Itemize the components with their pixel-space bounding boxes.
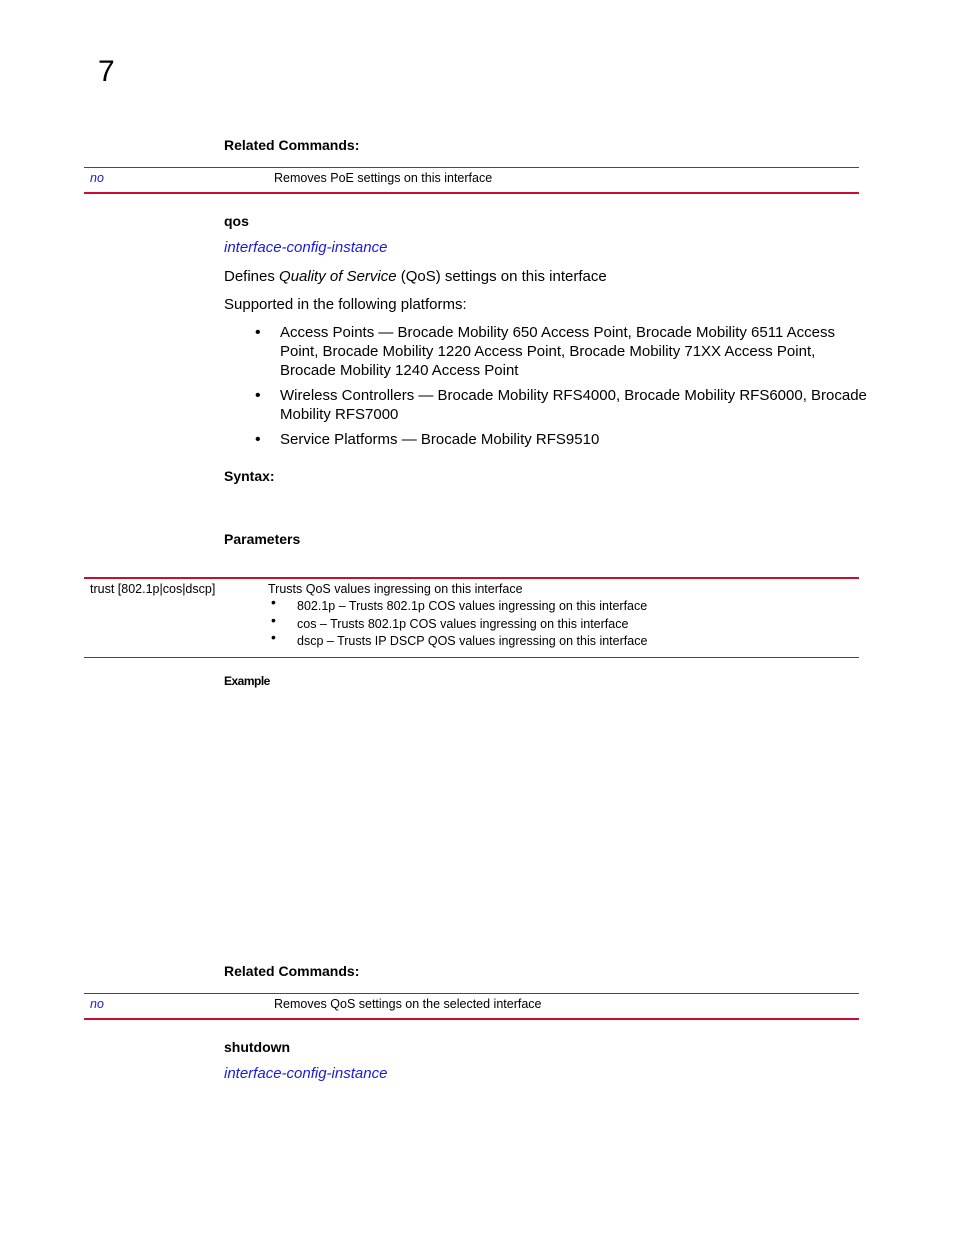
- command-title-shutdown: shutdown: [224, 1039, 291, 1055]
- supported-platforms-intro: Supported in the following platforms:: [224, 296, 467, 313]
- list-item: • Service Platforms — Brocade Mobility RFS9510: [255, 430, 867, 449]
- param-options: [269, 598, 829, 651]
- qos-description: Defines Quality of Service (QoS) settings on this interface: [224, 268, 607, 285]
- list-item: • dscp – Trusts IP DSCP QOS values ingressing on this interface: [269, 633, 829, 651]
- command-title-qos: qos: [224, 213, 249, 229]
- list-item: • Wireless Controllers — Brocade Mobility RFS4000, Brocade Mobility RFS6000, Brocade Mobility RFS7000: [255, 386, 867, 424]
- related-command-desc: Removes QoS settings on the selected interface: [274, 997, 542, 1011]
- list-item: • Access Points — Brocade Mobility 650 Access Point, Brocade Mobility 6511 Access Point, Brocade Mobility 1220 Access Point, Brocade Mobility 71XX Access Point, Brocade Mobility 1240 Access Point: [255, 323, 867, 380]
- related-command-desc: Removes PoE settings on this interface: [274, 171, 493, 185]
- table-rule-bottom: [84, 1018, 859, 1020]
- parameters-heading: Parameters: [224, 531, 301, 547]
- example-heading: Example: [224, 674, 270, 688]
- chapter-number: 7: [98, 55, 115, 88]
- list-item: • 802.1p – Trusts 802.1p COS values ingressing on this interface: [269, 598, 829, 616]
- platform-list: [255, 323, 867, 455]
- table-rule-top: [84, 167, 859, 168]
- context-link[interactable]: interface-config-instance: [224, 1065, 388, 1082]
- context-link[interactable]: interface-config-instance: [224, 239, 388, 256]
- related-command-no[interactable]: no: [90, 171, 104, 185]
- related-command-no[interactable]: no: [90, 997, 104, 1011]
- param-name: trust [802.1p|cos|dscp]: [90, 582, 216, 596]
- list-item: • cos – Trusts 802.1p COS values ingressing on this interface: [269, 616, 829, 634]
- table-rule-bottom: [84, 657, 859, 658]
- table-rule-bottom: [84, 192, 859, 194]
- table-rule-top: [84, 577, 859, 579]
- related-commands-heading: Related Commands:: [224, 963, 360, 979]
- related-commands-heading: Related Commands:: [224, 137, 360, 153]
- syntax-heading: Syntax:: [224, 468, 275, 484]
- table-rule-top: [84, 993, 859, 994]
- param-description: Trusts QoS values ingressing on this interface: [268, 582, 523, 596]
